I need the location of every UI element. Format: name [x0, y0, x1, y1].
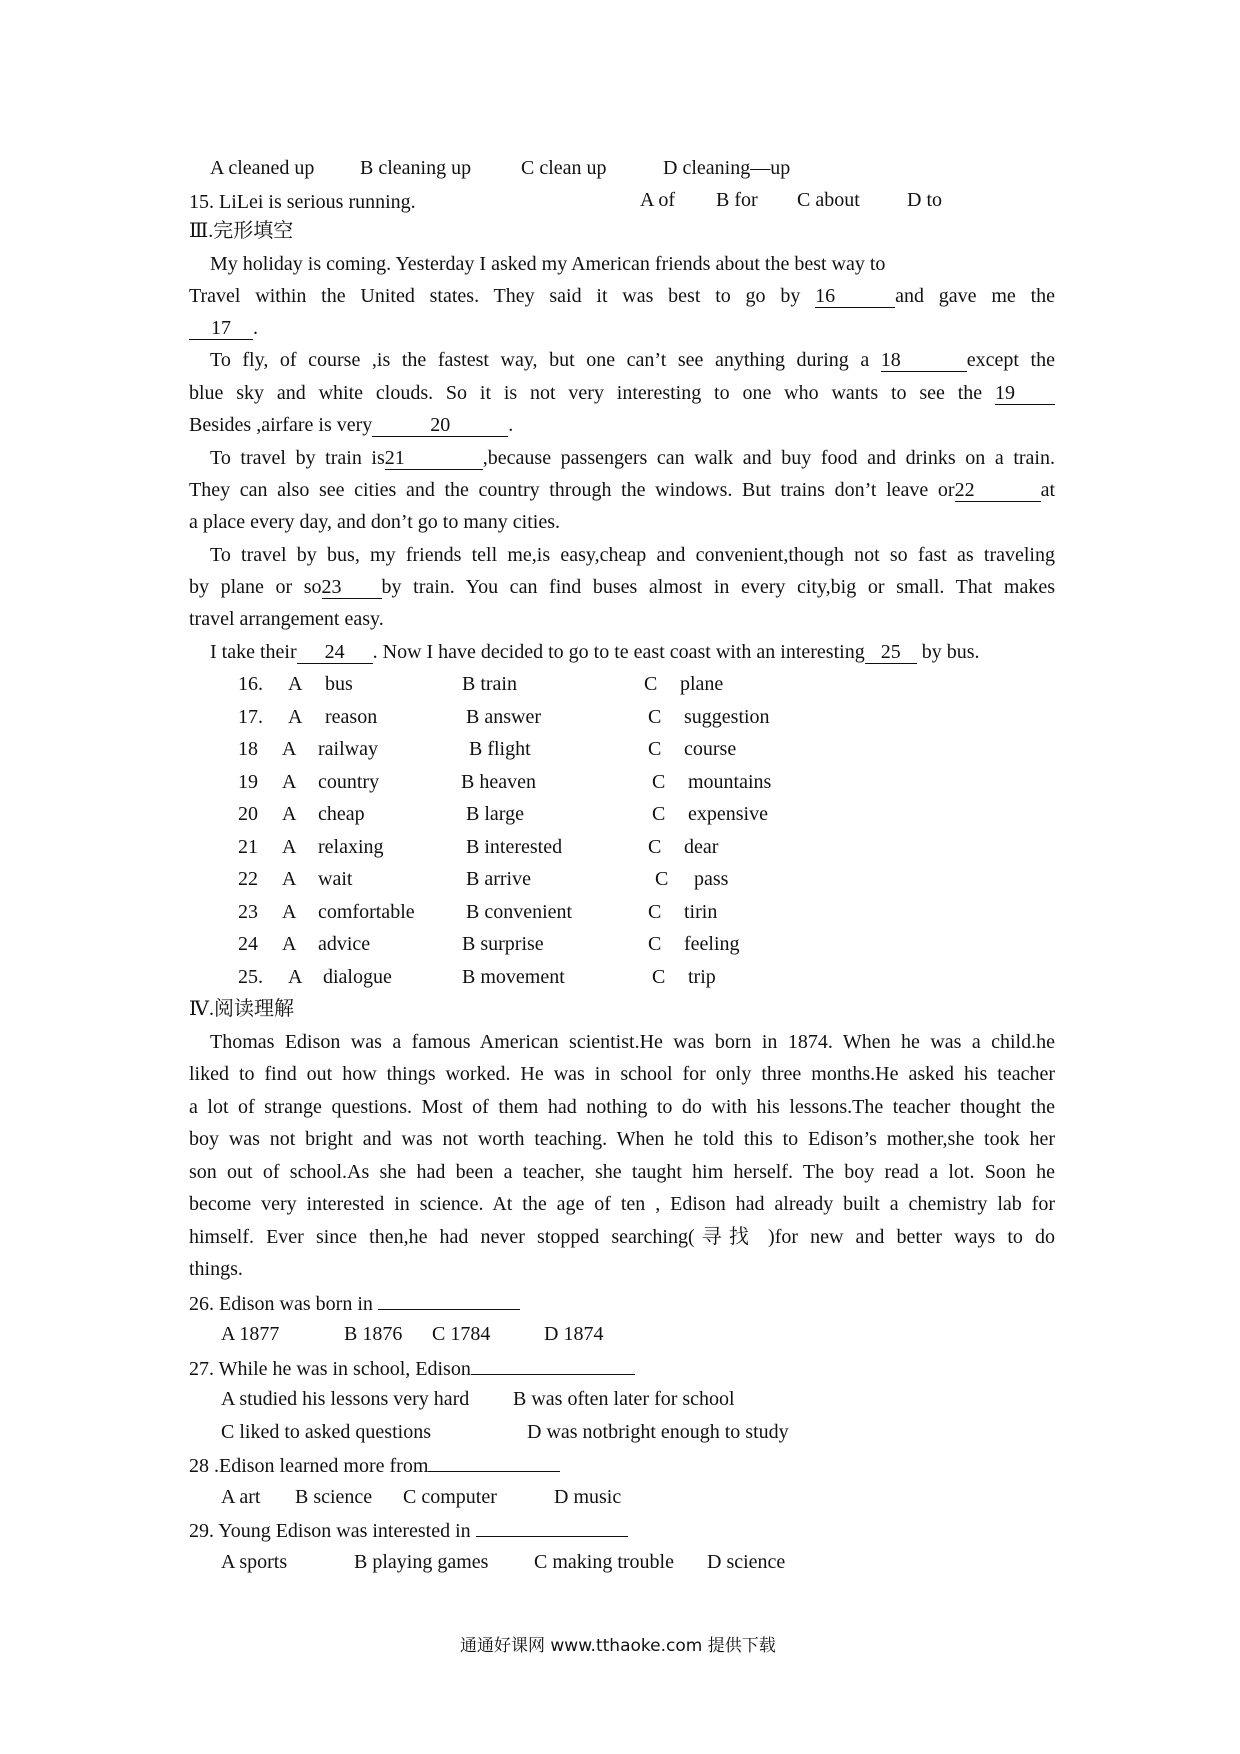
passage-line: a lot of strange questions. Most of them had nothing to do with his lessons.The teacher thought the	[189, 1096, 1055, 1118]
option-a-text: comfortable	[318, 901, 415, 923]
option-c-text: suggestion	[684, 706, 770, 728]
q14-option-d: D cleaning—up	[663, 157, 791, 179]
q15-stem-before: 15. LiLei is serious	[189, 191, 349, 213]
q26-blank	[378, 1289, 520, 1310]
section3-p1-line2	[189, 283, 1055, 309]
blank-16: 16	[815, 285, 895, 308]
option-a-text: country	[318, 771, 380, 793]
q15-option-a: A of	[640, 189, 675, 211]
option-number: 20	[238, 803, 258, 825]
option-b: B train	[462, 673, 517, 695]
option-a-letter: A	[288, 966, 303, 988]
option-a-text: advice	[318, 933, 371, 955]
section3-p2-line3	[189, 412, 513, 438]
passage-line: Thomas Edison was a famous American scientist.He was born in 1874. When he was a child.he	[210, 1031, 1055, 1053]
section3-p3-line2	[189, 477, 1055, 503]
option-c-text: feeling	[684, 933, 740, 955]
q26-option-b: B 1876	[344, 1323, 403, 1345]
p2-line1-before: To fly, of course ,is the fastest way, but one can’t see anything during a	[210, 349, 870, 371]
q29-blank	[476, 1516, 628, 1537]
option-a-letter: A	[282, 868, 297, 890]
option-c-letter: C	[648, 836, 662, 858]
option-a-text: bus	[325, 673, 353, 695]
q15-stem-after: running.	[348, 191, 416, 213]
q27-stem	[189, 1354, 635, 1382]
q28-option-d: D music	[554, 1486, 622, 1508]
p5-middle: . Now I have decided to go to te east coast with an interesting	[372, 641, 865, 663]
q27-option-c: C liked to asked questions	[221, 1421, 431, 1443]
option-a-text: wait	[318, 868, 353, 890]
blank-21: 21	[385, 447, 483, 470]
option-b: B surprise	[462, 933, 544, 955]
q27-blank	[471, 1354, 635, 1375]
option-a-text: relaxing	[318, 836, 384, 858]
blank-19: 19	[995, 382, 1055, 405]
option-c-text: tirin	[684, 901, 718, 923]
section3-heading: Ⅲ.完形填空	[189, 220, 294, 242]
option-c-letter: C	[644, 673, 658, 695]
option-a-letter: A	[282, 738, 297, 760]
option-b: B heaven	[461, 771, 536, 793]
option-c-text: expensive	[688, 803, 768, 825]
blank-18: 18	[881, 349, 967, 372]
p3-line1-before: To travel by train is	[210, 447, 385, 469]
option-c-text: pass	[694, 868, 729, 890]
option-a-letter: A	[282, 933, 297, 955]
option-c-letter: C	[655, 868, 669, 890]
section3-p5	[210, 639, 980, 665]
q26-stem	[189, 1289, 520, 1317]
option-a-letter: A	[282, 803, 297, 825]
option-b: B convenient	[466, 901, 573, 923]
option-number: 22	[238, 868, 258, 890]
q26-stem-text: 26. Edison was born in	[189, 1293, 378, 1315]
q27-option-d: D was notbright enough to study	[527, 1421, 789, 1443]
passage-line: himself. Ever since then,he had never stopped searching(寻找 )for new and better ways to do	[189, 1226, 1055, 1248]
option-b: B large	[466, 803, 524, 825]
q28-stem	[189, 1451, 560, 1479]
q26-option-c: C 1784	[432, 1323, 491, 1345]
option-number: 17.	[238, 706, 263, 728]
p3-line2-before: They can also see cities and the country through the windows. But trains don’t leave or	[189, 479, 955, 501]
option-b: B movement	[462, 966, 565, 988]
blank-22: 22	[955, 479, 1041, 502]
option-a-text: reason	[325, 706, 378, 728]
option-a-text: railway	[318, 738, 378, 760]
option-b: B arrive	[466, 868, 531, 890]
q15-option-d: D to	[907, 189, 942, 211]
option-c-text: mountains	[688, 771, 772, 793]
section3-p1-line1: My holiday is coming. Yesterday I asked my American friends about the best way to	[210, 253, 886, 275]
q29-option-d: D science	[707, 1551, 786, 1573]
passage-line: become very interested in science. At the age of ten , Edison had already built a chemistry lab for	[189, 1193, 1055, 1215]
section4-heading: Ⅳ.阅读理解	[189, 998, 294, 1020]
blank-20: 20	[372, 414, 508, 437]
option-a-letter: A	[288, 673, 303, 695]
option-number: 21	[238, 836, 258, 858]
blank-24: 24	[297, 641, 373, 664]
option-b: B interested	[466, 836, 563, 858]
q27-stem-text: 27. While he was in school, Edison	[189, 1358, 471, 1380]
option-number: 24	[238, 933, 258, 955]
p2-line3-after: .	[508, 414, 514, 436]
q29-stem	[189, 1516, 628, 1544]
q15-option-b: B for	[716, 189, 758, 211]
passage-line: son out of school.As she had been a teacher, she taught him herself. The boy read a lot. Soon he	[189, 1161, 1055, 1183]
q29-stem-text: 29. Young Edison was interested in	[189, 1520, 476, 1542]
p3-line2-after: at	[1040, 479, 1055, 501]
option-a-letter: A	[288, 706, 303, 728]
section3-p2-line2	[189, 380, 1055, 406]
option-number: 16.	[238, 673, 263, 695]
blank-23: 23	[322, 576, 382, 599]
q28-option-b: B science	[295, 1486, 373, 1508]
p2-line1-after: except the	[966, 349, 1055, 371]
blank-25: 25	[865, 641, 917, 664]
q14-option-c: C clean up	[521, 157, 607, 179]
option-c-letter: C	[648, 901, 662, 923]
section3-p3-line1	[210, 445, 1055, 471]
q28-stem-text: 28 .Edison learned more from	[189, 1455, 429, 1477]
option-a-text: cheap	[318, 803, 365, 825]
p3-line1-after: ,because passengers can walk and buy food and drinks on a train.	[482, 447, 1055, 469]
q26-option-d: D 1874	[544, 1323, 604, 1345]
option-a-letter: A	[282, 771, 297, 793]
option-a-letter: A	[282, 836, 297, 858]
option-c-text: dear	[684, 836, 719, 858]
q26-option-a: A 1877	[221, 1323, 280, 1345]
q15-option-c: C about	[797, 189, 860, 211]
option-a-letter: A	[282, 901, 297, 923]
section3-p3-line3: a place every day, and don’t go to many cities.	[189, 511, 560, 533]
option-c-text: course	[684, 738, 737, 760]
q14-option-b: B cleaning up	[360, 157, 472, 179]
option-c-letter: C	[648, 933, 662, 955]
q27-option-a: A studied his lessons very hard	[221, 1388, 470, 1410]
q15-stem	[189, 187, 416, 215]
p1-line2-after: and gave me the	[895, 285, 1056, 307]
p5-after: by bus.	[916, 641, 980, 663]
passage-line: things.	[189, 1258, 243, 1280]
option-c-text: plane	[680, 673, 724, 695]
option-number: 23	[238, 901, 258, 923]
p4-line2-before: by plane or so	[189, 576, 322, 598]
q29-option-a: A sports	[221, 1551, 288, 1573]
q28-option-c: C computer	[403, 1486, 497, 1508]
section3-p4-line1: To travel by bus, my friends tell me,is easy,cheap and convenient,though not so fast as traveling	[210, 544, 1055, 566]
passage-line: boy was not bright and was not worth teaching. When he told this to Edison’s mother,she took her	[189, 1128, 1055, 1150]
option-c-letter: C	[652, 803, 666, 825]
q29-option-c: C making trouble	[534, 1551, 674, 1573]
q29-option-b: B playing games	[354, 1551, 489, 1573]
option-b: B answer	[466, 706, 541, 728]
section3-p1-line3	[189, 315, 258, 341]
section3-p4-line2	[189, 574, 1055, 600]
section3-p2-line1	[210, 347, 1055, 373]
option-c-letter: C	[652, 966, 666, 988]
option-number: 25.	[238, 966, 263, 988]
p2-line3-before: Besides ,airfare is very	[189, 414, 373, 436]
option-c-text: trip	[688, 966, 716, 988]
option-number: 18	[238, 738, 258, 760]
option-number: 19	[238, 771, 258, 793]
p2-line2-before: blue sky and white clouds. So it is not very interesting to one who wants to see the	[189, 382, 983, 404]
passage-line: liked to find out how things worked. He was in school for only three months.He asked his teacher	[189, 1063, 1055, 1085]
q27-option-b: B was often later for school	[513, 1388, 735, 1410]
option-b: B flight	[469, 738, 531, 760]
q28-option-a: A art	[221, 1486, 261, 1508]
option-a-text: dialogue	[323, 966, 392, 988]
option-c-letter: C	[648, 706, 662, 728]
q28-blank	[428, 1451, 560, 1472]
q14-option-a: A cleaned up	[210, 157, 315, 179]
p1-line2-before: Travel within the United states. They said it was best to go by	[189, 285, 801, 307]
p1-line3-after: .	[253, 317, 258, 339]
p4-line2-after: by train. You can find buses almost in every city,big or small. That makes	[381, 576, 1055, 598]
page-footer: 通通好课网 www.tthaoke.com 提供下载	[460, 1636, 776, 1656]
option-c-letter: C	[648, 738, 662, 760]
section3-p4-line3: travel arrangement easy.	[189, 608, 384, 630]
p5-before: I take their	[210, 641, 297, 663]
blank-17: 17	[189, 317, 253, 340]
option-c-letter: C	[652, 771, 666, 793]
